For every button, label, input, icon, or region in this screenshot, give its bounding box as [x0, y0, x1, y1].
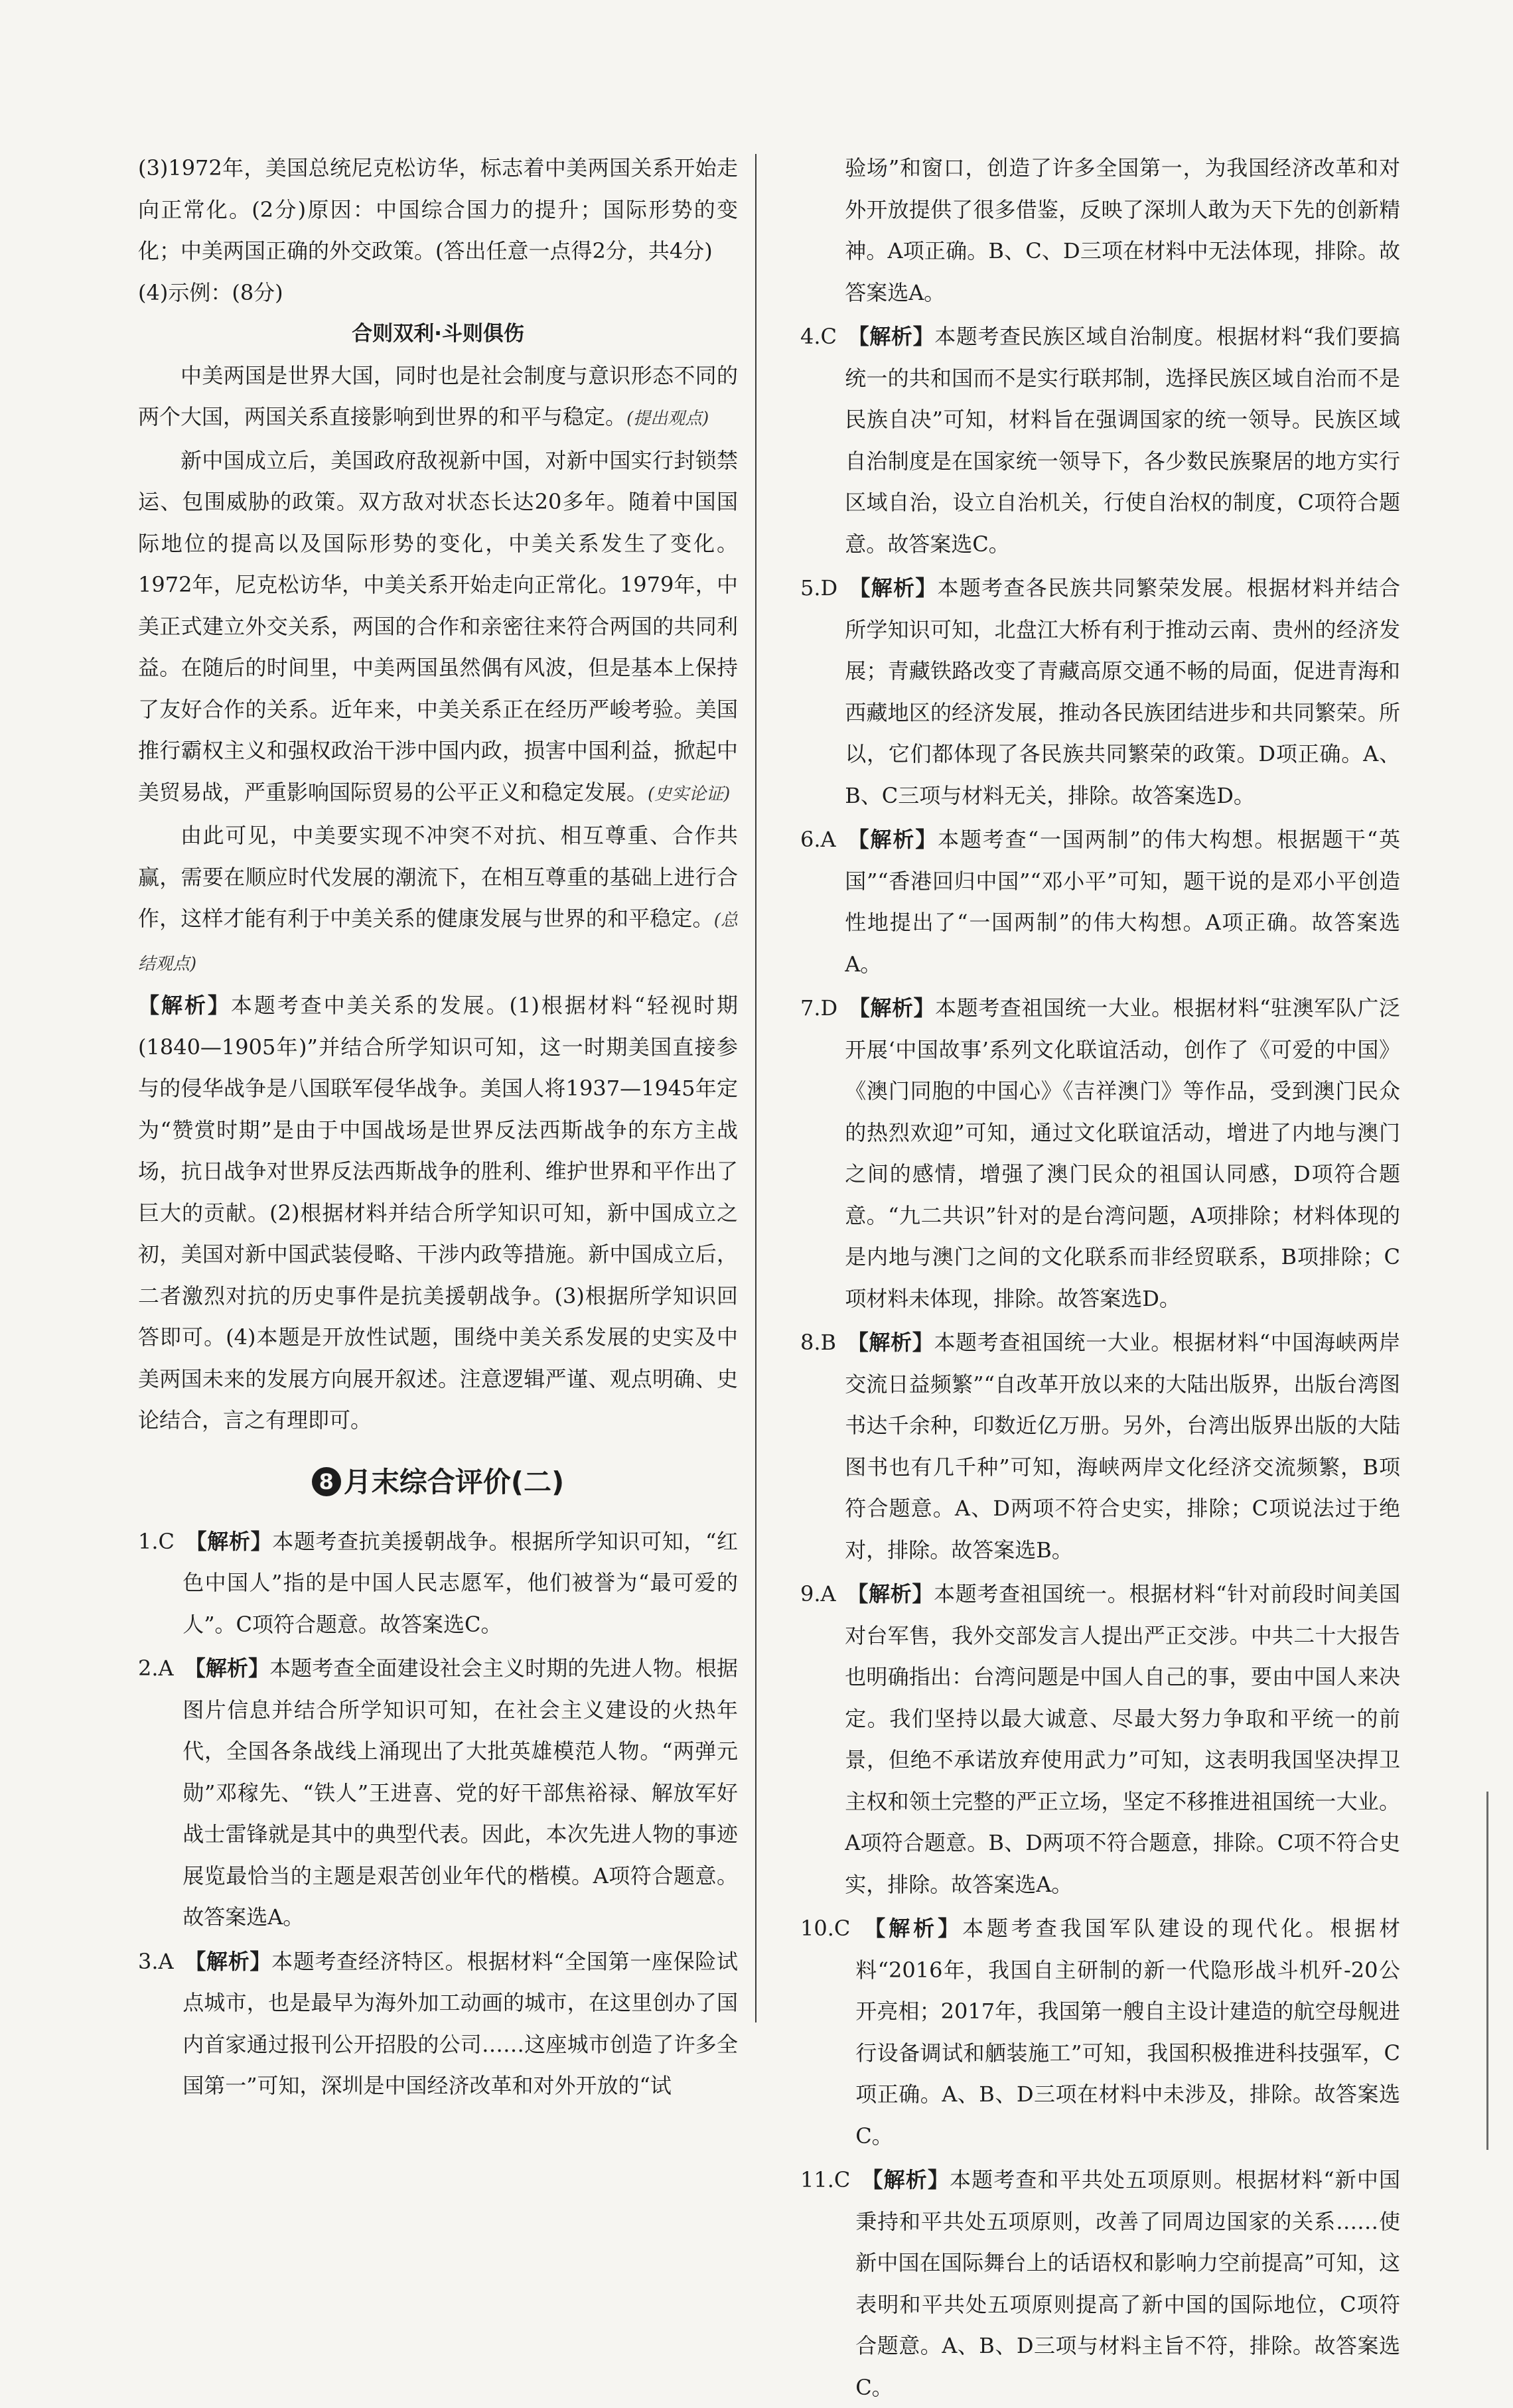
answer-item-1: 1.C 【解析】本题考查抗美援朝战争。根据所学知识可知，“红色中国人”指的是中国人民志愿军，他们被誉为“最可爱的人”。C项符合题意。故答案选C。: [138, 1528, 738, 1637]
answer-item-5: 5.D 【解析】本题考查各民族共同繁荣发展。根据材料并结合所学知识可知，北盘江大桥有利于推动云南、贵州的经济发展；青藏铁路改变了青藏高原交通不畅的局面，促进青海和西藏地区的经济发展，推动各民族团结进步和共同繁荣。所以，它们都体现了各民族共同繁荣的政策。D项正确。A、B、C三项与材料无关，排除。故答案选D。: [800, 575, 1400, 808]
essay-paragraph-1: 中美两国是世界大国，同时也是社会制度与意识形态不同的两个大国，两国关系直接影响到世界的和平与稳定。(提出观点): [138, 362, 738, 429]
page-edge-rule: [1486, 1792, 1488, 2150]
section-title-text: 月末综合评价(二): [343, 1465, 565, 1498]
answer-item-4: 4.C 【解析】本题考查民族区域自治制度。根据材料“我们要搞统一的共和国而不是实行联邦制，选择民族区域自治而不是民族自决”可知，材料旨在强调国家的统一领导。民族区域自治制度是在国家统一领导下，各少数民族聚居的地方实行区域自治，设立自治机关，行使自治权的制度，C项符合题意。故答案选C。: [800, 324, 1400, 557]
answer-3-part: (3)1972年，美国总统尼克松访华，标志着中美两国关系开始走向正常化。(2分)原因：中国综合国力的提升；国际形势的变化；中美两国正确的外交政策。(答出任意一点得2分，共4分): [138, 155, 738, 263]
column-divider: [755, 154, 756, 2022]
essay-paragraph-2: 新中国成立后，美国政府敌视新中国，对新中国实行封锁禁运、包围威胁的政策。双方敌对状态长达20多年。随着中国国际地位的提高以及国际形势的变化，中美关系发生了变化。1972年，尼克松访华，中美关系开始走向正常化。1979年，中美正式建立外交关系，两国的合作和亲密往来符合两国的共同利益。在随后的时间里，中美两国虽然偶有风波，但是基本上保持了友好合作的关系。近年来，中美关系正在经历严峻考验。美国推行霸权主义和强权政治干涉中国内政，损害中国利益，掀起中美贸易战，严重影响国际贸易的公平正义和稳定发展。(史实论证): [138, 447, 738, 805]
answer-4-label: (4)示例：(8分): [138, 279, 283, 305]
essay-note-1: (提出观点): [626, 409, 709, 429]
answer-item-8: 8.B 【解析】本题考查祖国统一大业。根据材料“中国海峡两岸交流日益频繁”“自改革开放以来的大陆出版界，出版台湾图书达千余种，印数近亿万册。另外，台湾出版界出版的大陆图书也有几千种”可知，海峡两岸文化经济交流频繁，B项符合题意。A、D两项不符合史实，排除；C项说法过于绝对，排除。故答案选B。: [800, 1330, 1400, 1563]
essay-note-3: (总结观点): [138, 910, 738, 974]
answer-item-2: 2.A 【解析】本题考查全面建设社会主义时期的先进人物。根据图片信息并结合所学知识可知，在社会主义建设的火热年代，全国各条战线上涌现出了大批英雄模范人物。“两弹元勋”邓稼先、“铁人”王进喜、党的好干部焦裕禄、解放军好战士雷锋就是其中的典型代表。因此，本次先进人物的事迹展览最恰当的主题是艰苦创业年代的楷模。A项符合题意。故答案选A。: [138, 1656, 738, 1930]
section-number-badge: 8: [312, 1467, 341, 1496]
answer-item-3: 3.A 【解析】本题考查经济特区。根据材料“全国第一座保险试点城市，也是最早为海外加工动画的城市，在这里创办了国内首家通过报刊公开招股的公司……这座城市创造了许多全国第一”可知，深圳是中国经济改革和对外开放的“试: [138, 1948, 738, 2098]
essay-paragraph-3: 由此可见，中美要实现不冲突不对抗、相互尊重、合作共赢，需要在顺应时代发展的潮流下，在相互尊重的基础上进行合作，这样才能有利于中美关系的健康发展与世界的和平稳定。(总结观点): [138, 823, 738, 974]
section-title: [138, 1456, 738, 1509]
left-column: [138, 147, 738, 2107]
right-column: [800, 147, 1400, 2408]
analysis-paragraph: 【解析】本题考查中美关系的发展。(1)根据材料“轻视时期(1840—1905年)”并结合所学知识可知，这一时期美国直接参与的侵华战争是八国联军侵华战争。美国人将1937—1945年定为“赞赏时期”是由于中国战场是世界反法西斯战争的东方主战场，抗日战争对世界反法西斯战争的胜利、维护世界和平作出了巨大的贡献。(2)根据材料并结合所学知识可知，新中国成立之初，美国对新中国武装侵略、干涉内政等措施。新中国成立后，二者激烈对抗的历史事件是抗美援朝战争。(3)根据所学知识回答即可。(4)本题是开放性试题，围绕中美关系发展的史实及中美两国未来的发展方向展开叙述。注意逻辑严谨、观点明确、史论结合，言之有理即可。: [138, 993, 738, 1433]
answer-item-9: 9.A 【解析】本题考查祖国统一。根据材料“针对前段时间美国对台军售，我外交部发言人提出严正交涉。中共二十大报告也明确指出：台湾问题是中国人自己的事，要由中国人来决定。我们坚持以最大诚意、尽最大努力争取和平统一的前景，但绝不承诺放弃使用武力”可知，这表明我国坚决捍卫主权和领土完整的严正立场，坚定不移推进祖国统一大业。A项符合题意。B、D两项不符合题意，排除。C项不符合史实，排除。故答案选A。: [800, 1581, 1400, 1897]
essay-note-2: (史实论证): [648, 784, 731, 804]
answer-item-10: 10.C 【解析】本题考查我国军队建设的现代化。根据材料“2016年，我国自主研制的新一代隐形战斗机歼-20公开亮相；2017年，我国第一艘自主设计建造的航空母舰进行设备调试和舾装施工”可知，我国积极推进科技强军，C项正确。A、B、D三项在材料中未涉及，排除。故答案选C。: [800, 1916, 1400, 2149]
essay-title: 合则双利·斗则俱伤: [352, 322, 524, 346]
answer-item-11: 11.C 【解析】本题考查和平共处五项原则。根据材料“新中国秉持和平共处五项原则，改善了同周边国家的关系……使新中国在国际舞台上的话语权和影响力空前提高”可知，这表明和平共处五项原则提高了新中国的国际地位，C项符合题意。A、B、D三项与材料主旨不符，排除。故答案选C。: [800, 2167, 1400, 2400]
answer-item-6: 6.A 【解析】本题考查“一国两制”的伟大构想。根据题干“英国”“香港回归中国”“邓小平”可知，题干说的是邓小平创造性地提出了“一国两制”的伟大构想。A项正确。故答案选A。: [800, 827, 1400, 977]
analysis-tag: 【解析】: [138, 993, 231, 1018]
answer-3-continued: 验场”和窗口，创造了许多全国第一，为我国经济改革和对外开放提供了很多借鉴，反映了深圳人敢为天下先的创新精神。A项正确。B、C、D三项在材料中无法体现，排除。故答案选A。: [845, 155, 1400, 305]
answer-item-7: 7.D 【解析】本题考查祖国统一大业。根据材料“驻澳军队广泛开展‘中国故事’系列文化联谊活动，创作了《可爱的中国》《澳门同胞的中国心》《吉祥澳门》等作品，受到澳门民众的热烈欢迎”可知，通过文化联谊活动，增进了内地与澳门之间的感情，增强了澳门民众的祖国认同感，D项符合题意。“九二共识”针对的是台湾问题，A项排除；材料体现的是内地与澳门之间的文化联系而非经贸联系，B项排除；C项材料未体现，排除。故答案选D。: [800, 995, 1400, 1311]
